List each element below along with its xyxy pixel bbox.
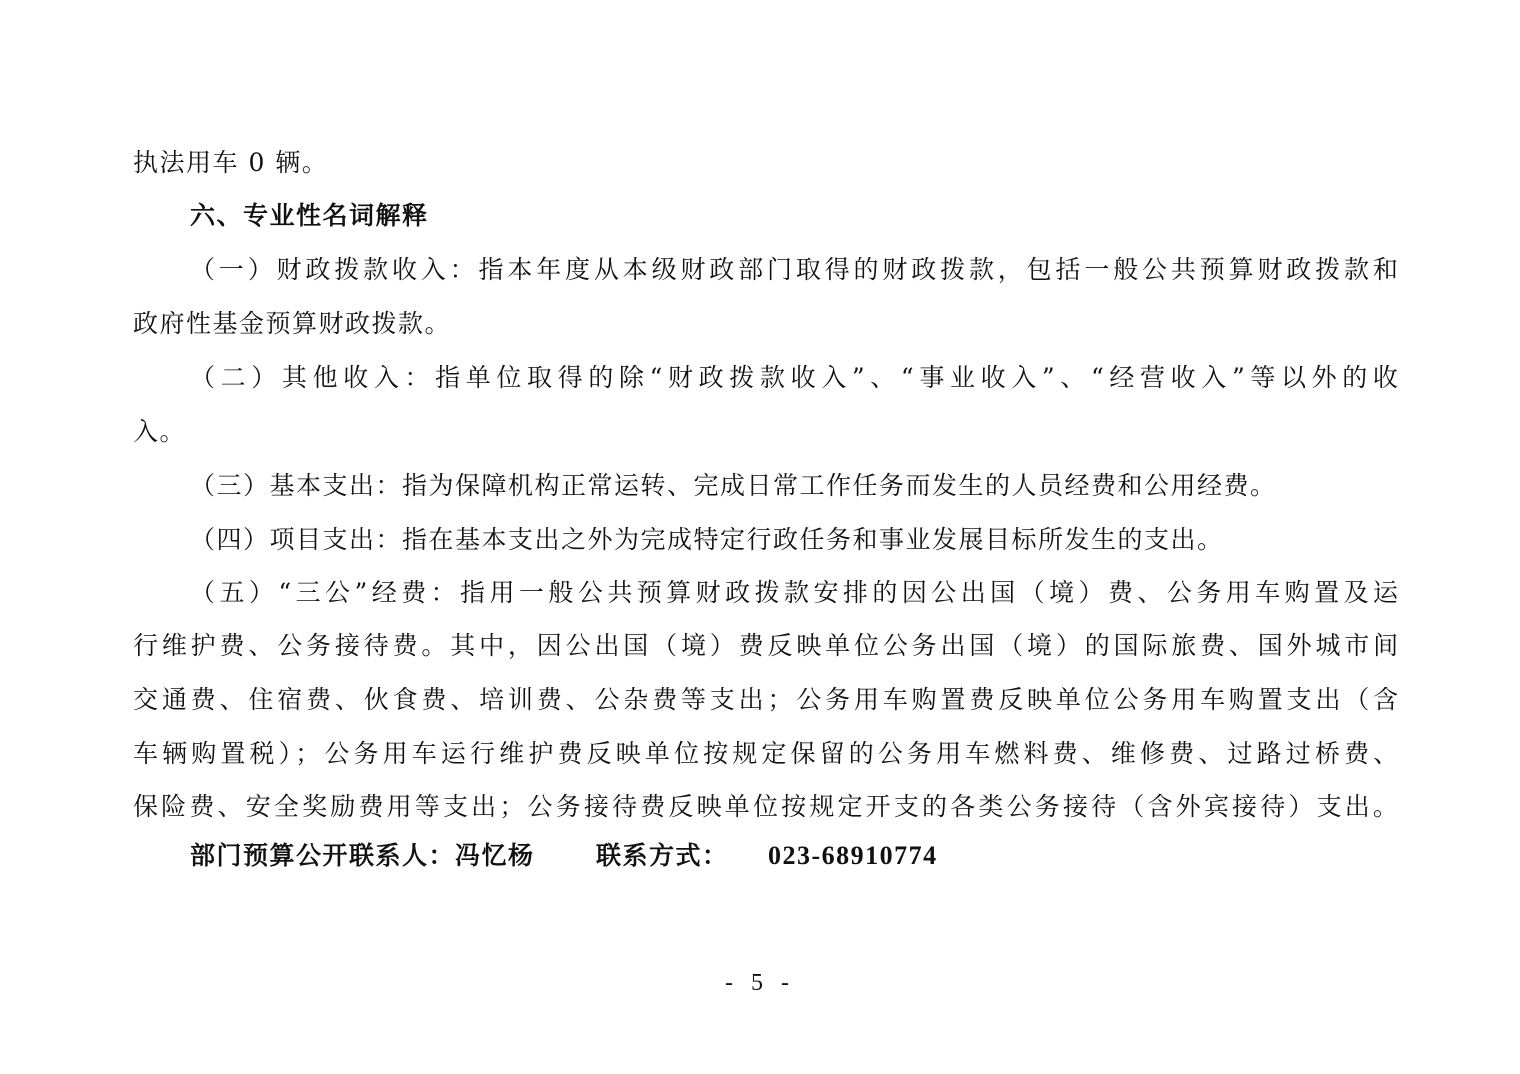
page-number: - 5 - — [725, 970, 795, 996]
term-5-line-5 — [0, 787, 1520, 827]
term-2-line-1 — [0, 358, 1520, 398]
top-fragment-text: 执法用车 0 辆。 — [133, 148, 329, 177]
term-text: （一）财政拨款收入：指本年度从本级财政部门取得的财政拨款，包括一般公共预算财政拨款和 — [190, 255, 1402, 284]
term-1-line-2 — [0, 304, 1520, 344]
contact-phone: 023-68910774 — [768, 841, 938, 870]
term-text: 政府性基金预算财政拨款。 — [133, 309, 452, 338]
term-2-line-2 — [0, 412, 1520, 452]
term-text: （三）基本支出：指为保障机构正常运转、完成日常工作任务而发生的人员经费和公用经费。 — [190, 471, 1277, 500]
term-4-line-1 — [0, 520, 1520, 560]
term-text: （四）项目支出：指在基本支出之外为完成特定行政任务和事业发展目标所发生的支出。 — [190, 525, 1224, 554]
term-5-line-4 — [0, 734, 1520, 774]
contact-method-label: 联系方式： — [596, 841, 729, 870]
term-3-line-1 — [0, 466, 1520, 506]
contact-line — [0, 836, 1520, 876]
term-1-line-1 — [0, 250, 1520, 290]
term-5-line-1 — [0, 573, 1520, 613]
term-text: 保险费、安全奖励费用等支出；公务接待费反映单位按规定开支的各类公务接待（含外宾接待）支出。 — [133, 792, 1402, 821]
contact-person: 部门预算公开联系人：冯忆杨 — [190, 841, 535, 870]
term-5-line-2 — [0, 626, 1520, 666]
paragraph-line — [0, 143, 1520, 183]
term-text: 车辆购置税）；公务用车运行维护费反映单位按规定保留的公务用车燃料费、维修费、过路过桥费、 — [133, 739, 1403, 768]
term-5-line-3 — [0, 680, 1520, 720]
term-text: 入。 — [133, 417, 187, 446]
term-text: （二）其他收入：指单位取得的除“财政拨款收入”、“事业收入”、“经营收入”等以外的收 — [190, 363, 1404, 392]
section-heading-text: 六、专业性名词解释 — [190, 201, 429, 230]
section-heading — [0, 196, 1520, 236]
term-text: 交通费、住宿费、伙食费、培训费、公杂费等支出；公务用车购置费反映单位公务用车购置支出（含 — [133, 685, 1402, 714]
term-text: 行维护费、公务接待费。其中，因公出国（境）费反映单位公务出国（境）的国际旅费、国外城市间 — [133, 631, 1402, 660]
term-text: （五）“三公”经费：指用一般公共预算财政拨款安排的因公出国（境）费、公务用车购置及运 — [190, 578, 1403, 607]
